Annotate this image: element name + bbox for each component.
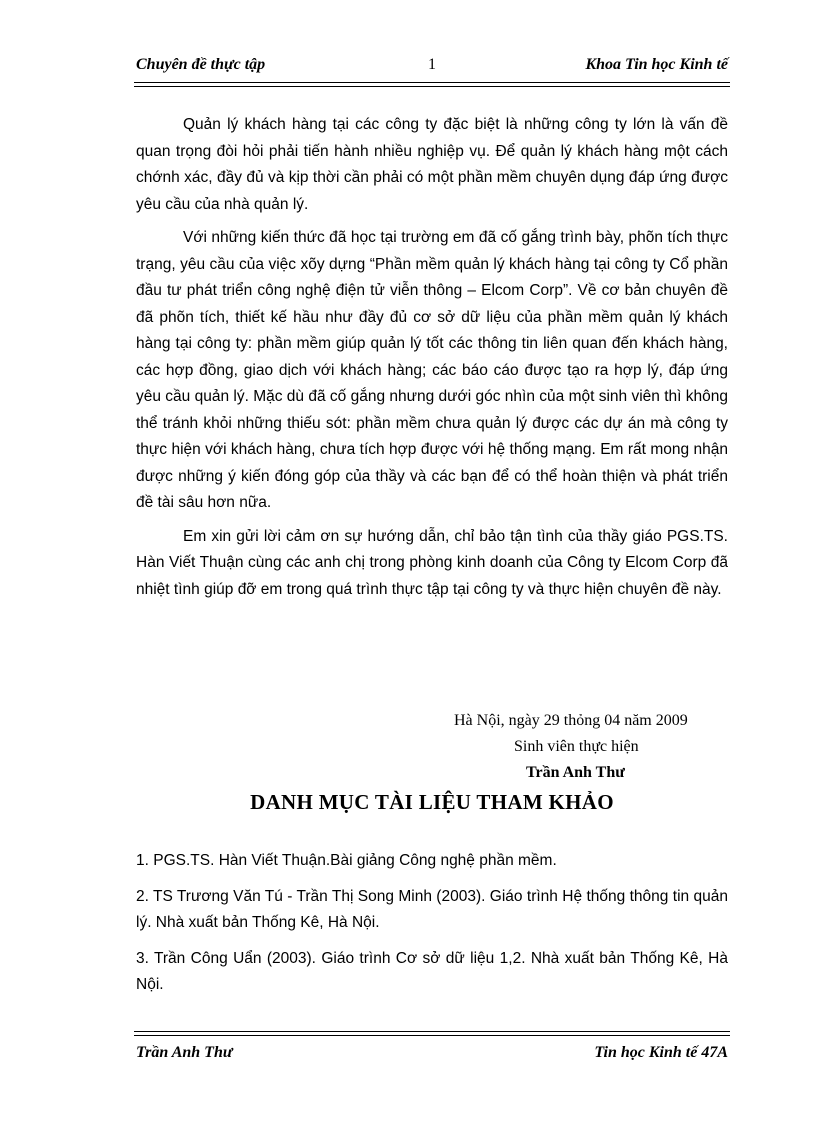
paragraph-intro: Quản lý khách hàng tại các công ty đặc biệt là những công ty lớn là vấn đề quan trọng đòi hỏi phải tiến hành nhiều nghiệp vụ. Để quản lý khách hàng một cách chớnh xác, đầy đủ và kịp thời cần phải có một phần mềm chuyên dụng đáp ứng được yêu cầu của nhà quản lý. xyxy=(136,116,728,213)
paragraph-summary: Với những kiến thức đã học tại trường em đã cố gắng trình bày, phõn tích thực trạng, yêu cầu của việc xõy dựng “Phần mềm quản lý khách hàng tại công ty Cổ phần đầu tư phát triển công nghệ điện tử viễn thông – Elcom Corp”. Về cơ bản chuyên đề đã phõn tích, thiết kế hầu như đầy đủ cơ sở dữ liệu của phần mềm quản lý khách hàng tại công ty: phần mềm giúp quản lý tốt các thông tin liên quan đến khách hàng, các hợp đồng, giao dịch với khách hàng; các báo cáo được tạo ra hợp lý, đáp ứng yêu cầu quản lý. Mặc dù đã cố gắng nhưng dưới góc nhìn của một sinh viên thì không thể tránh khỏi những thiếu sót: phần mềm chưa quản lý được các dự án mà công ty thực hiện với khách hàng, chưa tích hợp được với hệ thống mạng. Em rất mong nhận được những ý kiến đóng góp của thầy và các bạn để có thể hoàn thiện và phát triển đề tài sâu hơn nữa. xyxy=(136,229,728,511)
reference-item: 1. PGS.TS. Hàn Viết Thuận.Bài giảng Công nghệ phần mềm. xyxy=(136,852,557,869)
paragraph-thanks: Em xin gửi lời cảm ơn sự hướng dẫn, chỉ bảo tận tình của thầy giáo PGS.TS. Hàn Viết Thuận cùng các anh chị trong phòng kinh doanh của Công ty Elcom Corp đã nhiệt tình giúp đỡ em trong quá trình thực tập tại công ty và thực hiện chuyên đề này. xyxy=(136,527,728,598)
footer-rule-thin xyxy=(134,1031,730,1032)
header-rule-thin xyxy=(134,86,730,87)
page-footer xyxy=(134,1044,730,1066)
signature-date: Hà Nội, ngày 29 thỏng 04 năm 2009 xyxy=(454,712,688,729)
header-faculty: Khoa Tin học Kinh tế xyxy=(585,56,728,73)
footer-rule-thick xyxy=(134,1035,730,1036)
page-number: 1 xyxy=(428,56,436,73)
references-title: DANH MỤC TÀI LIỆU THAM KHẢO xyxy=(250,790,614,814)
signature-role: Sinh viên thực hiện xyxy=(514,738,639,755)
header-course-title: Chuyên đề thực tập xyxy=(136,56,266,73)
references-list xyxy=(136,848,728,1008)
reference-item: 3. Trần Công Uẩn (2003). Giáo trình Cơ sở dữ liệu 1,2. Nhà xuất bản Thống Kê, Hà Nội. xyxy=(136,950,728,993)
reference-item: 2. TS Trương Văn Tú - Trần Thị Song Minh (2003). Giáo trình Hệ thống thông tin quản lý. Nhà xuất bản Thống Kê, Hà Nội. xyxy=(136,888,728,931)
footer-class: Tin học Kinh tế 47A xyxy=(594,1044,728,1061)
footer-author: Trần Anh Thư xyxy=(136,1044,233,1061)
page-header xyxy=(134,56,730,78)
header-rule-thick xyxy=(134,82,730,83)
signature-name: Trần Anh Thư xyxy=(526,764,625,781)
main-body xyxy=(136,112,728,610)
signature-block xyxy=(454,708,734,786)
